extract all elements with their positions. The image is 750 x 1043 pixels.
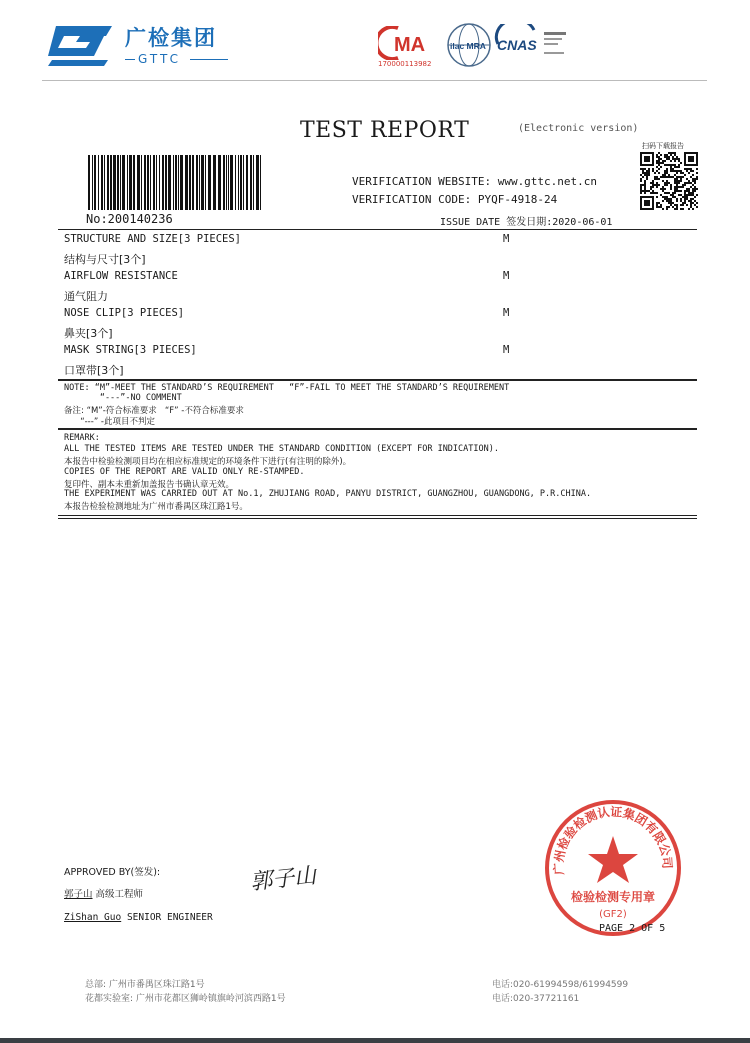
remark-bottom-rule-2 <box>58 518 697 519</box>
report-title: TEST REPORT <box>300 118 470 143</box>
logo-divider-right <box>190 59 228 60</box>
approver-en <box>64 912 213 923</box>
gttc-logo-icon <box>46 22 116 68</box>
report-version-note: (Electronic version) <box>518 123 639 134</box>
table-top-rule <box>58 229 697 230</box>
viewer-bottom-bar <box>0 1038 750 1043</box>
result-item-cn: 结构与尺寸[3个] <box>64 253 146 266</box>
remark-line: 本报告中检验检测项目均在相应标准规定的环境条件下进行(有注明的除外)。 <box>64 457 352 467</box>
note-line: “---”-NO COMMENT <box>64 393 182 403</box>
remark-bottom-rule-1 <box>58 515 697 516</box>
cnas-logo-icon <box>494 24 574 66</box>
approver-name-cn: 郭子山 <box>64 889 93 900</box>
note-bottom-rule <box>58 428 697 430</box>
barcode-icon <box>88 155 263 210</box>
logo-divider-left <box>125 59 135 60</box>
result-item-cn: 口罩带[3个] <box>64 364 124 377</box>
official-stamp <box>543 798 683 938</box>
result-item-en: NOSE CLIP[3 PIECES] <box>64 307 185 319</box>
remark-line: ALL THE TESTED ITEMS ARE TESTED UNDER THE STANDARD CONDITION (EXCEPT FOR INDICATION). <box>64 444 499 454</box>
official-stamp-icon <box>543 798 683 938</box>
report-number: No:200140236 <box>86 212 173 226</box>
result-value: M <box>503 233 510 245</box>
page-number: PAGE 2 OF 5 <box>599 923 666 934</box>
verification-website: VERIFICATION WEBSITE: www.gttc.net.cn <box>352 175 598 188</box>
header-divider <box>42 80 707 81</box>
svg-text:广州检验检测认证集团有限公司: 广州检验检测认证集团有限公司 <box>551 804 675 876</box>
remark-line: 本报告检验检测地址为广州市番禺区珠江路1号。 <box>64 502 248 512</box>
svg-text:MA: MA <box>394 34 426 56</box>
note-line: 备注: “M”-符合标准要求 “F” -不符合标准要求 <box>64 406 244 416</box>
approver-cn <box>64 886 143 900</box>
result-item-cn: 通气阻力 <box>64 290 108 303</box>
cma-logo-icon <box>378 26 438 60</box>
approver-title-en: SENIOR ENGINEER <box>126 912 213 923</box>
remark-line: THE EXPERIMENT WAS CARRIED OUT AT No.1, ZHUJIANG ROAD, PANYU DISTRICT, GUANGZHOU, GUANGDONG, P.R.CHINA. <box>64 489 592 499</box>
svg-text:CNAS: CNAS <box>497 37 537 53</box>
qr-scan-label: 扫码下载报告 <box>642 142 684 150</box>
footer-hq-phone: 电话:020-61994598/61994599 <box>492 980 629 990</box>
ilac-mark <box>446 22 492 68</box>
remark-line: COPIES OF THE REPORT ARE VALID ONLY RE-STAMPED. <box>64 467 305 477</box>
result-item-en: AIRFLOW RESISTANCE <box>64 270 178 282</box>
approved-by-label: APPROVED BY(签发): <box>64 867 161 878</box>
result-item-cn: 鼻夹[3个] <box>64 327 113 340</box>
company-name-en: GTTC <box>138 52 181 66</box>
cma-mark <box>378 26 438 60</box>
result-value: M <box>503 344 510 356</box>
footer-hq-address: 总部: 广州市番禺区珠江路1号 <box>85 980 205 990</box>
remark-line: 复印件、副本未重新加盖报告书确认章无效。 <box>64 480 235 490</box>
verification-code: VERIFICATION CODE: PYQF-4918-24 <box>352 193 558 206</box>
note-line: NOTE: “M”-MEET THE STANDARD’S REQUIREMENT “F”-FAIL TO MEET THE STANDARD’S REQUIREMENT <box>64 383 510 393</box>
company-logo <box>46 22 116 68</box>
result-value: M <box>503 307 510 319</box>
footer-lab-address: 花都实验室: 广州市花都区狮岭镇旗岭河滨西路1号 <box>85 994 286 1004</box>
cma-code: 170000113982 <box>378 60 432 68</box>
qr-code[interactable] <box>640 152 698 210</box>
cnas-mark <box>494 24 574 66</box>
svg-text:检验检测专用章: 检验检测专用章 <box>570 890 656 904</box>
result-item-en: MASK STRING[3 PIECES] <box>64 344 197 356</box>
approver-title-cn: 高级工程师 <box>95 889 144 900</box>
svg-text:ilac MRA: ilac MRA <box>450 41 486 51</box>
result-value: M <box>503 270 510 282</box>
ilac-logo-icon <box>446 22 492 68</box>
table-bottom-rule <box>58 379 697 381</box>
issue-date: ISSUE DATE 签发日期:2020-06-01 <box>440 217 613 228</box>
remark-line: REMARK: <box>64 433 100 443</box>
svg-text:(GF2): (GF2) <box>599 909 627 920</box>
result-item-en: STRUCTURE AND SIZE[3 PIECES] <box>64 233 242 245</box>
qr-code-icon <box>640 152 698 210</box>
approver-name-en: ZiShan Guo <box>64 912 122 923</box>
company-name-cn: 广检集团 <box>125 26 217 50</box>
footer-lab-phone: 电话:020-37721161 <box>492 994 580 1004</box>
note-line: “---” -此项目不判定 <box>64 417 155 427</box>
handwritten-signature: 郭子山 <box>249 863 318 896</box>
